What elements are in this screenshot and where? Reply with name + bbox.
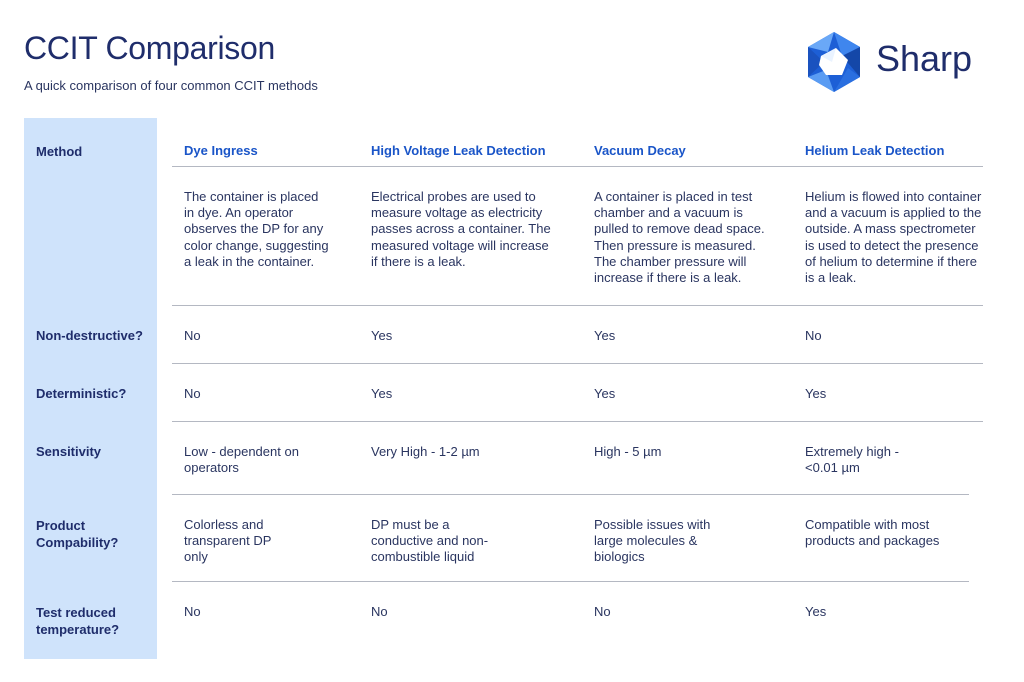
page-subtitle: A quick comparison of four common CCIT methods	[24, 78, 318, 93]
row-label-method: Method	[36, 144, 83, 159]
cell-nondestructive: No	[184, 328, 201, 343]
row-label-sensitivity: Sensitivity	[36, 444, 102, 459]
row-divider	[172, 421, 983, 422]
row-divider	[172, 494, 969, 495]
cell-description: The container is placed in dye. An operator observes the DP for any color change, suggesting a leak in the container.	[184, 189, 329, 269]
cell-sensitivity: Extremely high - <0.01 µm	[805, 444, 899, 476]
cell-reduced-temperature: Yes	[805, 604, 827, 619]
column-header-high-voltage: High Voltage Leak Detection	[371, 143, 546, 158]
row-divider	[172, 581, 969, 582]
column-header-dye-ingress: Dye Ingress	[184, 143, 258, 158]
cell-compatibility: Possible issues with large molecules & biologics	[594, 517, 711, 565]
row-label-deterministic: Deterministic?	[36, 386, 127, 401]
cell-deterministic: Yes	[805, 386, 827, 401]
cell-description: Helium is flowed into container and a vacuum is applied to the outside. A mass spectrometer is used to detect the presence of helium to determine if there is a leak.	[805, 189, 982, 286]
cell-sensitivity: Low - dependent on operators	[184, 444, 299, 476]
cell-compatibility: Compatible with most products and packages	[805, 517, 940, 549]
cell-deterministic: Yes	[371, 386, 393, 401]
cell-nondestructive: No	[805, 328, 822, 343]
row-divider	[172, 305, 983, 306]
cell-sensitivity: Very High - 1-2 µm	[371, 444, 480, 459]
cell-compatibility: DP must be a conductive and non- combustible liquid	[371, 517, 489, 565]
cell-description: A container is placed in test chamber and a vacuum is pulled to remove dead space. Then pressure is measured. The chamber pressure will increase if there is a leak.	[594, 189, 765, 286]
cell-reduced-temperature: No	[371, 604, 388, 619]
row-divider	[172, 166, 983, 167]
cell-sensitivity: High - 5 µm	[594, 444, 662, 459]
row-divider	[172, 363, 983, 364]
cell-nondestructive: Yes	[371, 328, 393, 343]
column-header-helium: Helium Leak Detection	[805, 143, 945, 158]
cell-reduced-temperature: No	[184, 604, 201, 619]
cell-description: Electrical probes are used to measure voltage as electricity passes across a container. The measured voltage will increase if there is a leak.	[371, 189, 551, 269]
row-label-nondestructive: Non-destructive?	[36, 328, 143, 343]
cell-compatibility: Colorless and transparent DP only	[184, 517, 272, 565]
cell-deterministic: Yes	[594, 386, 616, 401]
cell-deterministic: No	[184, 386, 201, 401]
column-header-vacuum-decay: Vacuum Decay	[594, 143, 686, 158]
brand-name: Sharp	[876, 38, 973, 79]
row-label-compatibility: Product Compability?	[36, 518, 119, 550]
cell-reduced-temperature: No	[594, 604, 611, 619]
row-label-reduced-temperature: Test reduced temperature?	[36, 605, 120, 637]
cell-nondestructive: Yes	[594, 328, 616, 343]
page-title: CCIT Comparison	[24, 30, 275, 66]
